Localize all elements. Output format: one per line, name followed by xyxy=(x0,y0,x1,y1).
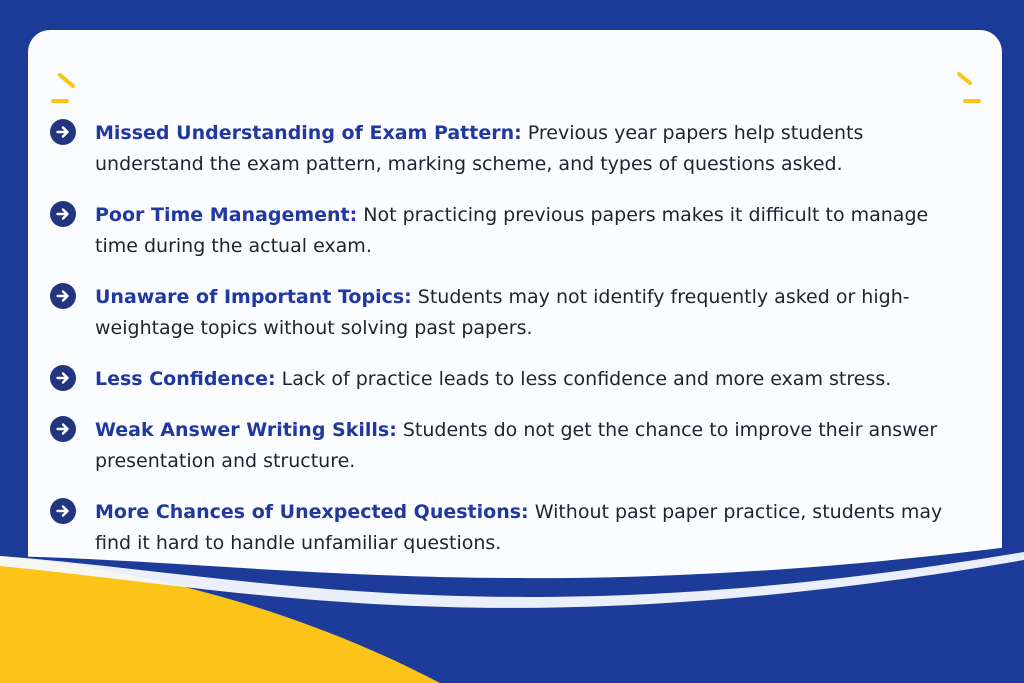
arrow-right-circle-icon xyxy=(50,365,76,391)
arrow-right-circle-icon xyxy=(50,201,76,227)
item-description: Without past paper practice, students may find it hard to handle unfamiliar questions. xyxy=(95,501,943,554)
item-description: Lack of practice leads to less confidence and more exam stress. xyxy=(281,368,892,390)
arrow-right-circle-icon xyxy=(50,283,76,309)
sparkle-lines-icon xyxy=(46,68,86,108)
item-text xyxy=(95,200,977,262)
list-item xyxy=(50,497,980,559)
list-item xyxy=(50,282,980,344)
item-term: Less Confidence: xyxy=(95,368,276,390)
item-term: Unaware of Important Topics: xyxy=(95,286,412,308)
item-description: Students do not get the chance to improve their answer presentation and structure. xyxy=(95,419,938,472)
list-item xyxy=(50,200,980,262)
item-text xyxy=(95,415,977,477)
reasons-list xyxy=(50,118,980,559)
sparkle-lines-icon xyxy=(948,68,988,108)
item-text xyxy=(95,497,977,559)
list-item xyxy=(50,415,980,477)
item-term: Missed Understanding of Exam Pattern: xyxy=(95,122,522,144)
arrow-right-circle-icon xyxy=(50,416,76,442)
item-term: Poor Time Management: xyxy=(95,204,358,226)
arrow-right-circle-icon xyxy=(50,498,76,524)
item-description: Not practicing previous papers makes it difficult to manage time during the actual exam. xyxy=(95,204,929,257)
item-text xyxy=(95,118,977,180)
item-description: Students may not identify frequently asked or high-weightage topics without solving past papers. xyxy=(95,286,910,339)
item-term: More Chances of Unexpected Questions: xyxy=(95,501,529,523)
list-item xyxy=(50,364,980,395)
arrow-right-circle-icon xyxy=(50,119,76,145)
item-description: Previous year papers help students understand the exam pattern, marking scheme, and types of questions asked. xyxy=(95,122,864,175)
list-item xyxy=(50,118,980,180)
item-text xyxy=(95,364,977,395)
item-term: Weak Answer Writing Skills: xyxy=(95,419,397,441)
item-text xyxy=(95,282,977,344)
